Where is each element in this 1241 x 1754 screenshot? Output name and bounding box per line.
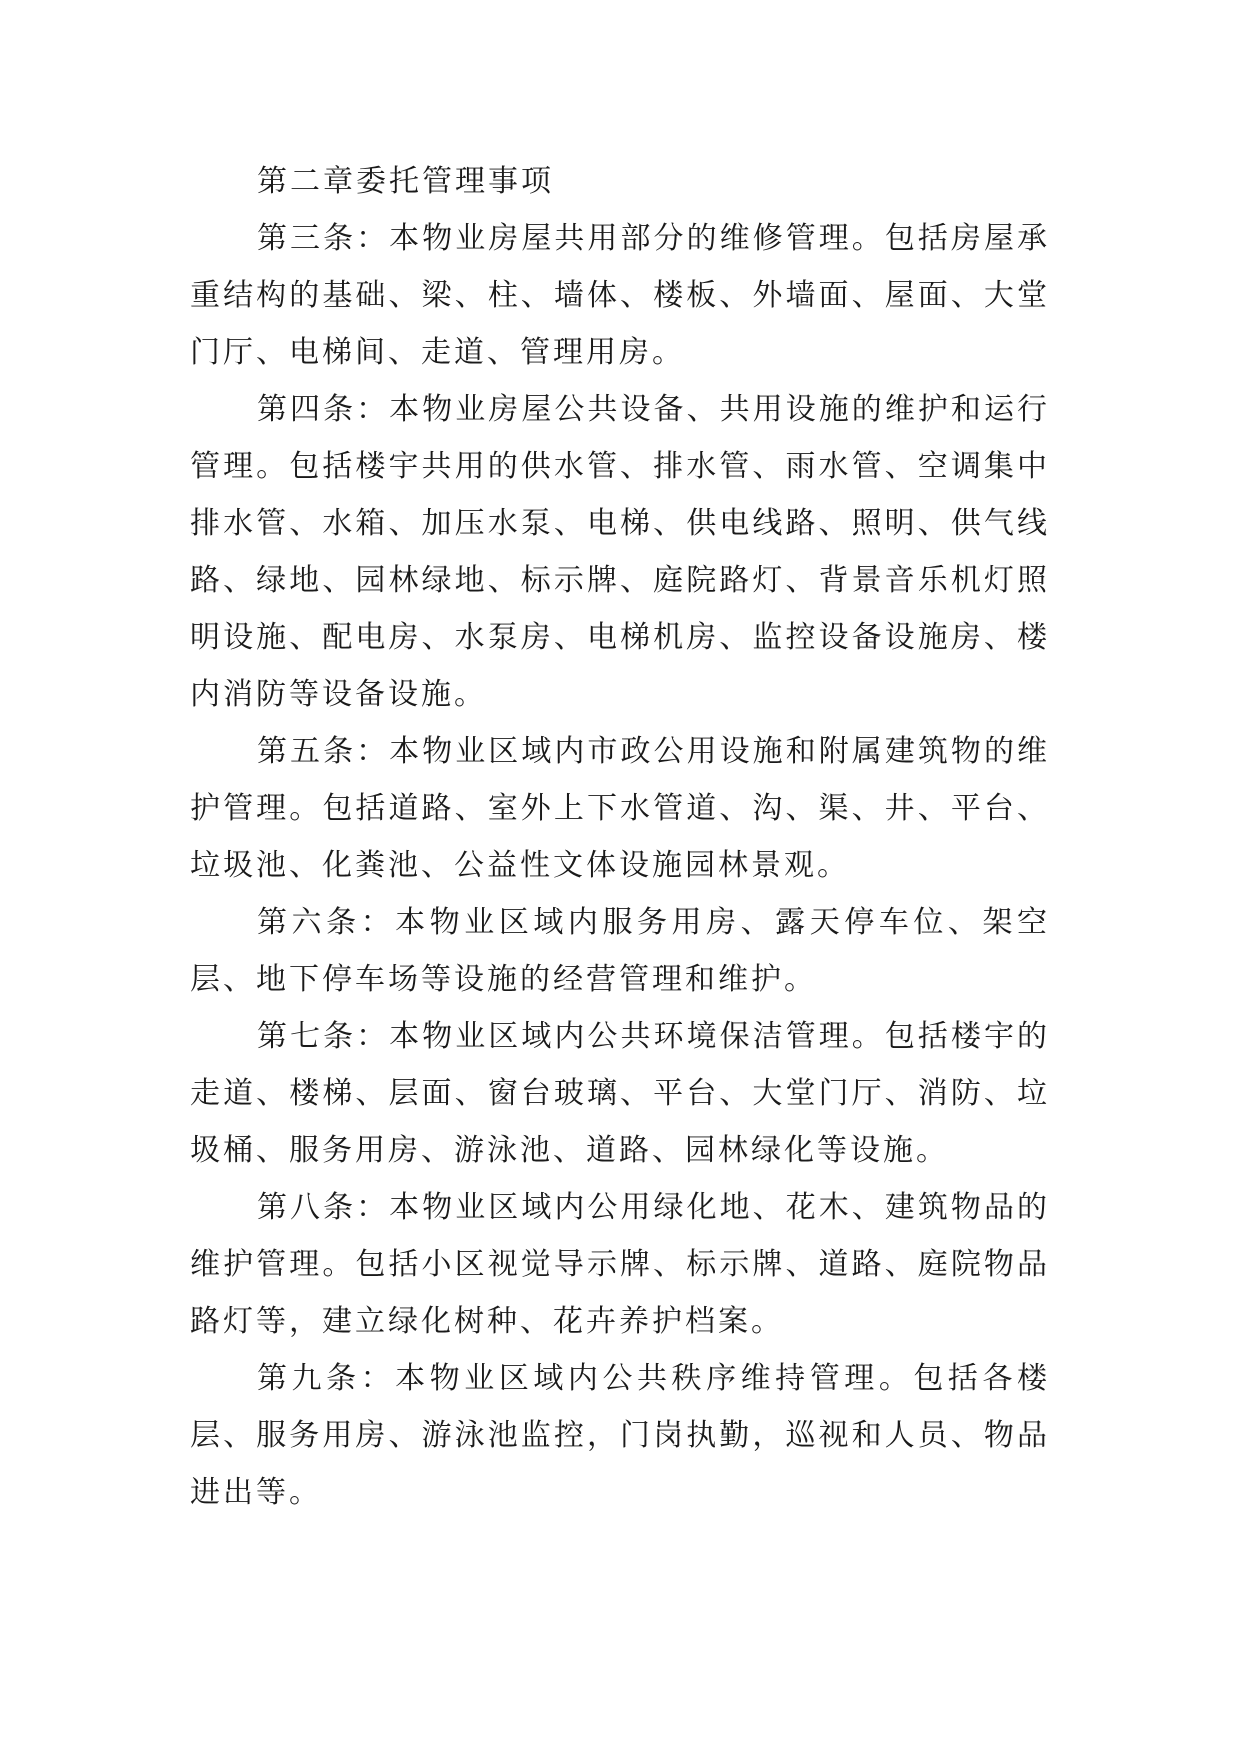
article-3: 第三条：本物业房屋共用部分的维修管理。包括房屋承重结构的基础、梁、柱、墙体、楼板、外墙面、屋面、大堂门厅、电梯间、走道、管理用房。 xyxy=(190,221,1050,370)
article-6: 第六条：本物业区域内服务用房、露天停车位、架空层、地下停车场等设施的经营管理和维护。 xyxy=(190,905,1050,997)
article-8: 第八条：本物业区域内公用绿化地、花木、建筑物品的维护管理。包括小区视觉导示牌、标示牌、道路、庭院物品路灯等，建立绿化树种、花卉养护档案。 xyxy=(190,1190,1050,1339)
article-5: 第五条：本物业区域内市政公用设施和附属建筑物的维护管理。包括道路、室外上下水管道、沟、渠、井、平台、垃圾池、化粪池、公益性文体设施园林景观。 xyxy=(190,734,1050,883)
article-7: 第七条：本物业区域内公共环境保洁管理。包括楼宇的走道、楼梯、层面、窗台玻璃、平台、大堂门厅、消防、垃圾桶、服务用房、游泳池、道路、园林绿化等设施。 xyxy=(190,1019,1050,1168)
chapter-heading: 第二章委托管理事项 xyxy=(257,164,554,199)
article-9: 第九条：本物业区域内公共秩序维持管理。包括各楼层、服务用房、游泳池监控，门岗执勤，巡视和人员、物品进出等。 xyxy=(190,1361,1050,1510)
article-4: 第四条：本物业房屋公共设备、共用设施的维护和运行管理。包括楼宇共用的供水管、排水管、雨水管、空调集中排水管、水箱、加压水泵、电梯、供电线路、照明、供气线路、绿地、园林绿地、标示牌、庭院路灯、背景音乐机灯照明设施、配电房、水泵房、电梯机房、监控设备设施房、楼内消防等设备设施。 xyxy=(190,392,1050,712)
document-body xyxy=(190,153,1050,1521)
